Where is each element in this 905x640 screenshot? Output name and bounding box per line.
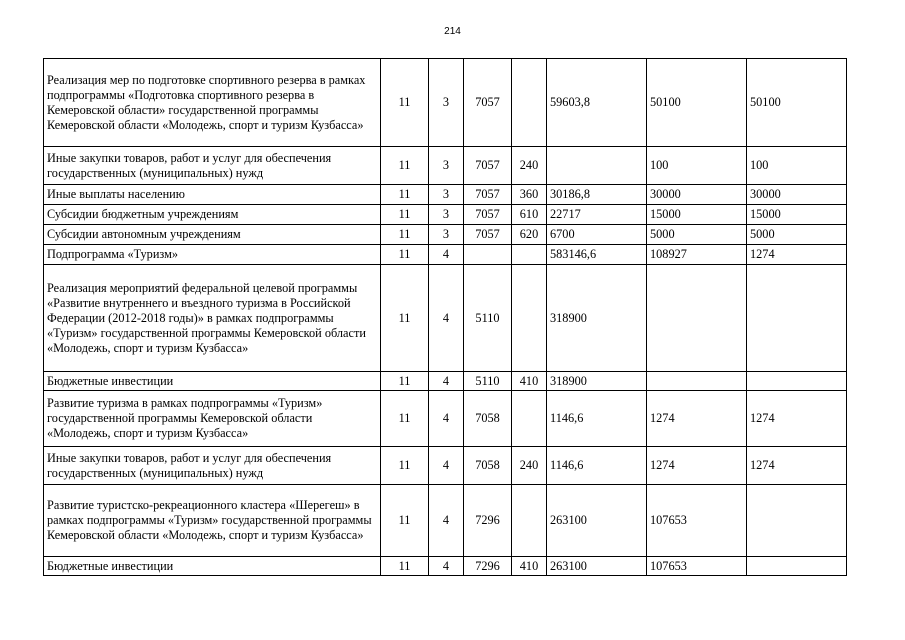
- cell-value-3: 1274: [747, 391, 847, 447]
- cell-target-item: 7296: [464, 557, 512, 576]
- cell-expense-type: 620: [512, 225, 547, 245]
- cell-section: 11: [381, 485, 429, 557]
- cell-subsection: 4: [429, 391, 464, 447]
- cell-section: 11: [381, 205, 429, 225]
- table-row: [44, 59, 847, 147]
- cell-value-1: 263100: [547, 557, 647, 576]
- cell-target-item: 7057: [464, 59, 512, 147]
- cell-expense-type: [512, 391, 547, 447]
- cell-section: 11: [381, 59, 429, 147]
- row-name: Иные закупки товаров, работ и услуг для обеспечения государственных (муниципальных) нужд: [44, 447, 381, 485]
- cell-section: 11: [381, 372, 429, 391]
- cell-value-3: 5000: [747, 225, 847, 245]
- cell-target-item: 7058: [464, 391, 512, 447]
- cell-section: 11: [381, 147, 429, 185]
- cell-subsection: 3: [429, 59, 464, 147]
- budget-table: [43, 58, 847, 576]
- cell-value-1: 59603,8: [547, 59, 647, 147]
- cell-expense-type: 360: [512, 185, 547, 205]
- row-name: Иные закупки товаров, работ и услуг для обеспечения государственных (муниципальных) нужд: [44, 147, 381, 185]
- cell-section: 11: [381, 225, 429, 245]
- cell-subsection: 3: [429, 205, 464, 225]
- cell-subsection: 4: [429, 485, 464, 557]
- cell-value-1: 1146,6: [547, 447, 647, 485]
- cell-expense-type: 610: [512, 205, 547, 225]
- table-row: [44, 205, 847, 225]
- cell-target-item: 5110: [464, 265, 512, 372]
- row-name: Реализация мероприятий федеральной целевой программы «Развитие внутреннего и въездного туризма в Российской Федерации (2012-2018 годы)» в рамках подпрограммы «Туризм» государственной программы Кемеровской области «Молодежь, спорт и туризм Кузбасса»: [44, 265, 381, 372]
- cell-value-2: 1274: [647, 391, 747, 447]
- table-row: [44, 447, 847, 485]
- cell-value-3: 15000: [747, 205, 847, 225]
- cell-target-item: 7057: [464, 205, 512, 225]
- cell-value-3: 100: [747, 147, 847, 185]
- cell-value-2: [647, 372, 747, 391]
- cell-value-1: 263100: [547, 485, 647, 557]
- row-name: Реализация мер по подготовке спортивного резерва в рамках подпрограммы «Подготовка спортивного резерва в Кемеровской области» государственной программы Кемеровской области «Молодежь, спорт и туризм Кузбасса»: [44, 59, 381, 147]
- cell-value-2: 30000: [647, 185, 747, 205]
- cell-value-1: 22717: [547, 205, 647, 225]
- table-row: [44, 245, 847, 265]
- cell-subsection: 3: [429, 225, 464, 245]
- row-name: Иные выплаты населению: [44, 185, 381, 205]
- row-name: Субсидии бюджетным учреждениям: [44, 205, 381, 225]
- cell-value-3: [747, 265, 847, 372]
- cell-value-2: 1274: [647, 447, 747, 485]
- row-name: Бюджетные инвестиции: [44, 557, 381, 576]
- cell-value-2: 107653: [647, 485, 747, 557]
- row-name: Бюджетные инвестиции: [44, 372, 381, 391]
- cell-target-item: [464, 245, 512, 265]
- page-number: 214: [444, 26, 461, 37]
- cell-subsection: 4: [429, 557, 464, 576]
- cell-value-3: [747, 557, 847, 576]
- cell-subsection: 4: [429, 447, 464, 485]
- table-row: [44, 185, 847, 205]
- cell-expense-type: 410: [512, 372, 547, 391]
- cell-value-3: 1274: [747, 245, 847, 265]
- cell-expense-type: [512, 485, 547, 557]
- cell-section: 11: [381, 447, 429, 485]
- cell-subsection: 4: [429, 245, 464, 265]
- cell-section: 11: [381, 245, 429, 265]
- cell-target-item: 7058: [464, 447, 512, 485]
- cell-section: 11: [381, 391, 429, 447]
- table-row: [44, 557, 847, 576]
- table-row: [44, 391, 847, 447]
- cell-value-2: 100: [647, 147, 747, 185]
- row-name: Развитие туристско-рекреационного кластера «Шерегеш» в рамках подпрограммы «Туризм» государственной программы Кемеровской области «Молодежь, спорт и туризм Кузбасса»: [44, 485, 381, 557]
- row-name: Субсидии автономным учреждениям: [44, 225, 381, 245]
- cell-subsection: 3: [429, 185, 464, 205]
- cell-value-2: 5000: [647, 225, 747, 245]
- cell-expense-type: [512, 265, 547, 372]
- cell-target-item: 7296: [464, 485, 512, 557]
- cell-value-1: 1146,6: [547, 391, 647, 447]
- cell-value-3: 1274: [747, 447, 847, 485]
- cell-value-1: 583146,6: [547, 245, 647, 265]
- cell-value-1: 318900: [547, 265, 647, 372]
- cell-expense-type: 410: [512, 557, 547, 576]
- cell-subsection: 4: [429, 265, 464, 372]
- table-row: [44, 372, 847, 391]
- cell-value-3: 50100: [747, 59, 847, 147]
- cell-subsection: 4: [429, 372, 464, 391]
- table-row: [44, 147, 847, 185]
- row-name: Развитие туризма в рамках подпрограммы «Туризм» государственной программы Кемеровской области «Молодежь, спорт и туризм Кузбасса»: [44, 391, 381, 447]
- row-name: Подпрограмма «Туризм»: [44, 245, 381, 265]
- cell-value-2: 108927: [647, 245, 747, 265]
- cell-subsection: 3: [429, 147, 464, 185]
- cell-target-item: 7057: [464, 185, 512, 205]
- cell-value-2: 15000: [647, 205, 747, 225]
- cell-value-1: 30186,8: [547, 185, 647, 205]
- cell-target-item: 5110: [464, 372, 512, 391]
- cell-value-3: [747, 372, 847, 391]
- cell-value-2: [647, 265, 747, 372]
- cell-target-item: 7057: [464, 225, 512, 245]
- cell-expense-type: 240: [512, 447, 547, 485]
- table-row: [44, 225, 847, 245]
- cell-expense-type: 240: [512, 147, 547, 185]
- cell-value-1: 318900: [547, 372, 647, 391]
- cell-value-1: [547, 147, 647, 185]
- cell-section: 11: [381, 265, 429, 372]
- cell-value-1: 6700: [547, 225, 647, 245]
- cell-value-2: 107653: [647, 557, 747, 576]
- cell-section: 11: [381, 185, 429, 205]
- table-row: [44, 485, 847, 557]
- cell-expense-type: [512, 59, 547, 147]
- cell-value-3: [747, 485, 847, 557]
- cell-expense-type: [512, 245, 547, 265]
- cell-value-2: 50100: [647, 59, 747, 147]
- cell-value-3: 30000: [747, 185, 847, 205]
- cell-section: 11: [381, 557, 429, 576]
- table-row: [44, 265, 847, 372]
- cell-target-item: 7057: [464, 147, 512, 185]
